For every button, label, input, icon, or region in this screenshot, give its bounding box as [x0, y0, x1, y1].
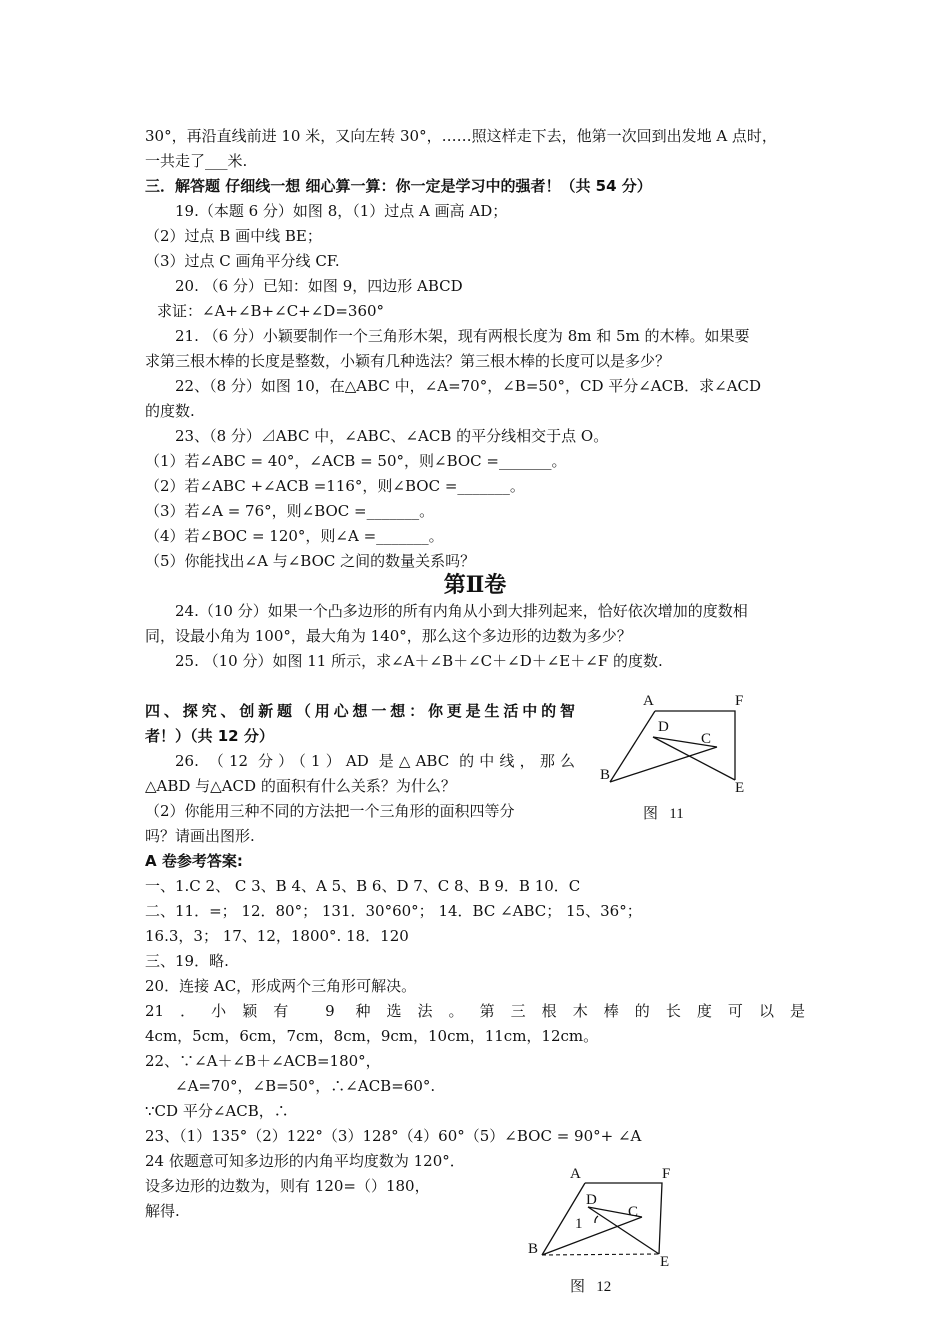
text-line: （2）你能用三种不同的方法把一个三角形的面积四等分: [145, 802, 515, 820]
text-line: （4）若∠BOC = 120°，则∠A =_______。: [145, 527, 444, 545]
text-line: 一、1.C 2、 C 3、B 4、A 5、B 6、D 7、C 8、B 9．B 10．C: [145, 877, 581, 895]
figure-12: [520, 1158, 690, 1303]
text-line: 的度数.: [145, 402, 195, 420]
question-25: 25. （10 分）如图 11 所示，求∠A＋∠B＋∠C＋∠D＋∠E＋∠F 的度数.: [175, 652, 663, 670]
figure-label: C: [628, 1204, 639, 1220]
text-line: （5）你能找出∠A 与∠BOC 之间的数量关系吗？: [145, 552, 476, 570]
text-line: 30°，再沿直线前进 10 米，又向左转 30°，……照这样走下去，他第一次回到出发地 A 点时，: [145, 127, 777, 145]
question-24: 24.（10 分）如果一个凸多边形的所有内角从小到大排列起来，恰好依次增加的度数相: [175, 602, 748, 620]
text-line: 23、（1）135°（2）122°（3）128°（4）60°（5）∠BOC = 90°+ ∠A: [145, 1127, 642, 1145]
section-heading: 四、探究、创新题（用心想一想：你更是生活中的智: [145, 702, 575, 720]
figure-label: B: [600, 767, 611, 783]
text-line: 三、19．略.: [145, 952, 229, 970]
text-line: 21．小颖有 9 种选法。第三根木棒的长度可以是: [145, 1002, 805, 1020]
text-line: 4cm，5cm，6cm，7cm，8cm，9cm，10cm，11cm，12cm。: [145, 1027, 599, 1045]
text-line: （1）若∠ABC = 40°，∠ACB = 50°，则∠BOC =_______。: [145, 452, 567, 470]
figure-caption: 图 11: [643, 806, 684, 822]
text-line: 者！）（共 12 分）: [145, 727, 274, 745]
text-line: （2）若∠ABC +∠ACB =116°，则∠BOC =_______。: [145, 477, 525, 495]
figure-label: F: [735, 693, 744, 709]
text-line: 16.3，3； 17、12，1800°. 18．120: [145, 927, 409, 945]
figure-label: B: [528, 1241, 539, 1257]
text-line: 求证：∠A+∠B+∠C+∠D=360°: [157, 302, 385, 320]
figure-label: 1: [575, 1216, 583, 1232]
figure-label: F: [662, 1166, 671, 1182]
figure-label: E: [660, 1254, 670, 1270]
section-heading: 三．解答题 仔细线一想 细心算一算：你一定是学习中的强者！（共 54 分）: [145, 177, 652, 195]
answers-heading: A 卷参考答案:: [145, 852, 243, 870]
question-19: 19.（本题 6 分）如图 8，（1）过点 A 画高 AD；: [175, 202, 508, 220]
figure-label: D: [586, 1192, 597, 1208]
text-line: △ABD 与△ACD 的面积有什么关系？为什么？: [145, 777, 456, 795]
text-line: 求第三根木棒的长度是整数，小颖有几种选法？第三根木棒的长度可以是多少？: [145, 352, 671, 370]
text-line: （3）过点 C 画角平分线 CF.: [145, 252, 340, 270]
text-line: 解得.: [145, 1202, 180, 1220]
question-22: 22、（8 分）如图 10，在△ABC 中，∠A=70°，∠B=50°，CD 平分∠ACB．求∠ACD: [175, 377, 762, 395]
volume-title: 第Ⅱ卷: [443, 572, 507, 598]
text-line: ∠A=70°，∠B=50°，∴∠ACB=60°.: [175, 1077, 436, 1095]
text-line: 24 依题意可知多边形的内角平均度数为 120°．: [145, 1152, 465, 1170]
text-line: （2）过点 B 画中线 BE；: [145, 227, 322, 245]
text-line: 一共走了___米.: [145, 152, 248, 170]
figure-11: [595, 685, 765, 830]
figure-caption: 图 12: [570, 1279, 612, 1295]
figure-label: C: [701, 731, 712, 747]
text-line: 同，设最小角为 100°，最大角为 140°，那么这个多边形的边数为多少？: [145, 627, 632, 645]
question-20: 20. （6 分）已知：如图 9，四边形 ABCD: [175, 277, 463, 295]
figure-label: A: [643, 693, 654, 709]
text-line: ∵CD 平分∠ACB，∴: [145, 1102, 289, 1120]
text-line: 22、∵∠A＋∠B＋∠ACB=180°，: [145, 1052, 381, 1070]
question-21: 21. （6 分）小颖要制作一个三角形木架，现有两根长度为 8m 和 5m 的木棒。如果要: [175, 327, 750, 345]
question-26: 26. （12 分）（1）AD 是△ABC 的中线，那么: [175, 752, 575, 770]
text-line: 吗？请画出图形.: [145, 827, 255, 845]
text-line: 设多边形的边数为，则有 120=（）180，: [145, 1177, 430, 1195]
text-line: 二、11．=； 12．80°； 131．30°60°； 14．BC ∠ABC； 15、36°；: [145, 902, 642, 920]
question-23: 23、（8 分）⊿ABC 中，∠ABC、∠ACB 的平分线相交于点 O。: [175, 427, 609, 445]
figure-label: D: [658, 719, 669, 735]
text-line: 20．连接 AC，形成两个三角形可解决。: [145, 977, 417, 995]
figure-label: E: [735, 780, 745, 796]
figure-label: A: [570, 1166, 581, 1182]
text-line: （3）若∠A = 76°，则∠BOC =_______。: [145, 502, 435, 520]
